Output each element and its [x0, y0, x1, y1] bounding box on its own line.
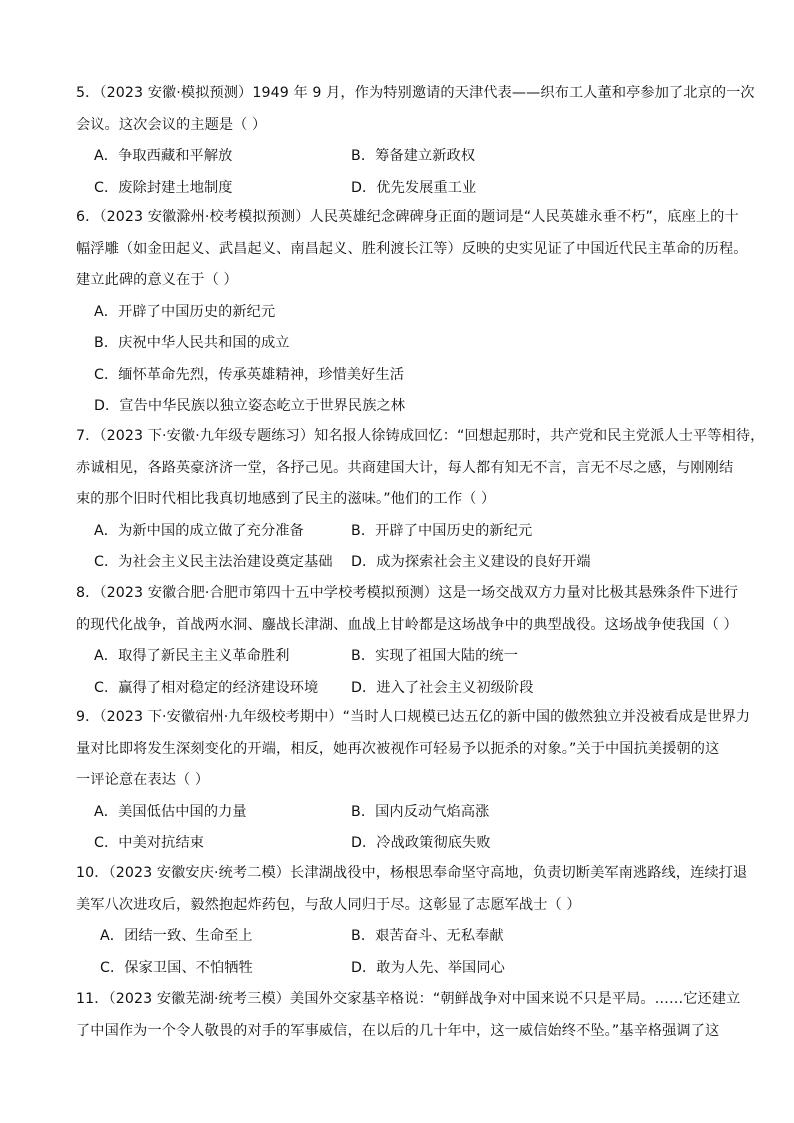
question-5-option-b: B．筹备建立新政权 [351, 148, 476, 164]
question-8-option-d: D．进入了社会主义初级阶段 [351, 679, 534, 696]
question-11-stem-line-1: 11．（2023 安徽芜湖·统考三模）美国外交家基辛格说：“朝鲜战争对中国来说不只是平局。……它还建立 [76, 991, 741, 1007]
question-8 [76, 578, 739, 704]
question-7-options-row-1 [76, 516, 724, 548]
question-10-option-c: C．保家卫国、不怕牺牲 [100, 959, 253, 976]
question-8-option-c: C．赢得了相对稳定的经济建设环境 [94, 679, 319, 696]
question-10-option-a: A．团结一致、生命至上 [100, 928, 253, 944]
question-9-stem-line-1: 9．（2023 下·安徽宿州·九年级校考期中）“当时人口规模已达五亿的新中国的傲然独立并没被看成是世界力 [76, 709, 751, 725]
question-8-stem-line-2: 的现代化战争，首战两水洞、鏖战长津湖、血战上甘岭都是这场战争中的典型战役。这场战争使我国（ ） [76, 616, 738, 633]
question-10-options-row-2 [76, 953, 724, 985]
question-5-option-d: D．优先发展重工业 [351, 179, 477, 196]
question-6-stem-line-3: 建立此碑的意义在于（ ） [76, 272, 238, 288]
question-7-option-a: A．为新中国的成立做了充分准备 [94, 522, 304, 539]
question-7-stem-line-3: 束的那个旧时代相比我真切地感到了民主的滋味。”他们的工作（ ） [76, 491, 496, 507]
question-10-stem-line-1: 10．（2023 安徽安庆·统考二模）长津湖战役中，杨根思奉命坚守高地，负责切断美军南逃路线，连续打退 [76, 865, 748, 881]
question-7 [76, 421, 765, 579]
question-5-stem-line-2: 会议。这次会议的主题是（ ） [76, 116, 267, 133]
question-5-stem-line-1: 5．（2023 安徽·模拟预测）1949 年 9 月，作为特别邀请的天津代表——织布工人董和亭参加了北京的一次 [76, 85, 755, 101]
question-9-options-row-1 [76, 797, 724, 829]
question-6-option-b: B．庆祝中华人民共和国的成立 [94, 335, 290, 351]
question-9 [76, 702, 751, 860]
question-10-option-b: B．艰苦奋斗、无私奉献 [351, 928, 504, 944]
question-8-stem-line-1: 8．（2023 安徽合肥·合肥市第四十五中学校考模拟预测）这是一场交战双方力量对比极其悬殊条件下进行 [76, 585, 739, 601]
question-7-option-b: B．开辟了中国历史的新纪元 [351, 522, 533, 539]
question-5-options-row-2 [76, 173, 724, 205]
question-5 [76, 78, 755, 204]
question-11 [76, 984, 741, 1047]
question-7-options-row-2 [76, 547, 724, 579]
question-5-option-a: A．争取西藏和平解放 [94, 148, 233, 164]
question-6-stem-line-2: 幅浮雕（如金田起义、武昌起义、南昌起义、胜利渡长江等）反映的史实见证了中国近代民主革命的历程。 [76, 240, 748, 257]
question-7-option-c: C．为社会主义民主法治建设奠定基础 [94, 554, 333, 570]
question-6-option-d: D．宣告中华民族以独立姿态屹立于世界民族之林 [94, 398, 406, 414]
question-7-stem-line-1: 7．（2023 下·安徽·九年级专题练习）知名报人徐铸成回忆：“回想起那时，共产党和民主党派人士平等相待， [76, 428, 765, 444]
question-10 [76, 858, 748, 984]
question-9-options-row-2 [76, 828, 724, 860]
question-8-option-b: B．实现了祖国大陆的统一 [351, 648, 518, 664]
question-9-stem-line-3: 一评论意在表达（ ） [76, 772, 210, 788]
question-9-option-b: B．国内反动气焰高涨 [351, 803, 490, 820]
question-8-option-a: A．取得了新民主主义革命胜利 [94, 648, 290, 664]
question-11-stem-line-2: 了中国作为一个令人敬畏的对手的军事威信，在以后的几十年中，这一威信始终不坠。”基辛格强调了这 [76, 1022, 720, 1039]
question-9-option-c: C．中美对抗结束 [94, 835, 205, 851]
question-5-option-c: C．废除封建土地制度 [94, 179, 233, 196]
question-10-options-row-1 [76, 921, 724, 953]
question-5-options-row-1 [76, 141, 724, 173]
question-8-options-row-2 [76, 673, 724, 705]
question-6 [76, 202, 748, 423]
question-9-option-d: D．冷战政策彻底失败 [351, 835, 491, 851]
question-7-option-d: D．成为探索社会主义建设的良好开端 [351, 554, 591, 570]
question-8-options-row-1 [76, 641, 724, 673]
question-10-stem-line-2: 美军八次进攻后，毅然抱起炸药包，与敌人同归于尽。这彰显了志愿军战士（ ） [76, 896, 581, 913]
question-6-option-c: C．缅怀革命先烈，传承英雄精神，珍惜美好生活 [94, 366, 405, 383]
question-6-option-a: A．开辟了中国历史的新纪元 [94, 303, 276, 320]
question-9-stem-line-2: 量对比即将发生深刻变化的开端，相反，她再次被视作可轻易予以扼杀的对象。”关于中国抗美援朝的这 [76, 740, 720, 757]
question-7-stem-line-2: 赤诚相见，各路英豪济济一堂，各抒己见。共商建国大计，每人都有知无不言，言无不尽之感，与刚刚结 [76, 459, 734, 476]
question-6-stem-line-1: 6．（2023 安徽滁州·校考模拟预测）人民英雄纪念碑碑身正面的题词是“人民英雄永垂不朽”，底座上的十 [76, 209, 739, 225]
question-9-option-a: A．美国低估中国的力量 [94, 803, 247, 820]
question-10-option-d: D．敢为人先、举国同心 [351, 959, 505, 976]
